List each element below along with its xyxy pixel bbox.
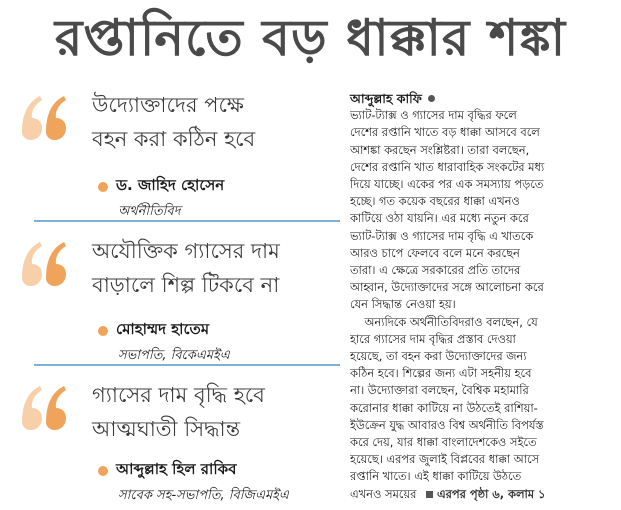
quote-attribution <box>98 174 338 223</box>
continued-jump[interactable] <box>420 487 545 501</box>
article-line: কাটিয়ে ওঠা যায়নি। এর মধ্যে নতুন করে <box>350 211 529 226</box>
article-line: হচ্ছে। গত কয়েক বছরের ধাক্কা এখনও <box>350 194 520 209</box>
quote-text <box>92 378 336 446</box>
article-line: আশঙ্কা করছেন সংশ্লিষ্টরা। তারা বলছেন, <box>350 142 530 157</box>
article-line: ইউক্রেন যুদ্ধ আবারও বিশ্ব অর্থনীতি বিপর্যস্ত <box>350 417 544 432</box>
quotes-column <box>14 88 336 504</box>
quote-line: উদ্যোক্তাদের পক্ষে <box>92 93 244 117</box>
article-line: হয়েছে, তা বহন করা উদ্যোক্তাদের জন্য <box>350 349 527 364</box>
speaker-title: অর্থনীতিবিদ <box>118 204 181 219</box>
quote-attribution <box>98 318 338 367</box>
quote-text <box>92 234 336 302</box>
quote-text <box>92 88 336 156</box>
article-line: দিয়ে যাচ্ছে। একের পর এক সমস্যায় পড়তে <box>350 177 544 192</box>
article-line: ভ্যাট-ট্যাক্স ও গ্যাসের দাম বৃদ্ধি এ খাতকে <box>350 228 534 243</box>
bullet-dot-icon <box>98 326 108 336</box>
quote-line: অযৌক্তিক গ্যাসের দাম <box>92 239 280 263</box>
bullet-dot-icon <box>98 466 108 476</box>
divider <box>34 220 340 222</box>
quote-mark-icon <box>16 238 72 290</box>
quote-line: গ্যাসের দাম বৃদ্ধি হবে <box>92 383 265 407</box>
article-line: আরও চাপে ফেলবে বলে মনে করছেন <box>350 245 520 260</box>
quote-mark-icon <box>16 382 72 434</box>
speaker-title: সাবেক সহ-সভাপতি, বিজিএমইএ <box>118 488 289 503</box>
bullet-dot-icon <box>428 95 435 102</box>
square-bullet-icon <box>426 491 433 498</box>
article-line: তারা। এ ক্ষেত্রে সরকারের প্রতি তাদের <box>350 263 521 278</box>
quote-line: বহন করা কঠিন হবে <box>92 127 256 151</box>
speaker-title: সভাপতি, বিকেএমইএ <box>118 348 230 363</box>
article-last-line <box>350 486 610 503</box>
headline: রপ্তানিতে বড় ধাক্কার শঙ্কা <box>54 8 567 67</box>
article-line: রপ্তানি খাতে। এই ধাক্কা কাটিয়ে উঠতে <box>350 469 522 484</box>
article-column <box>350 90 610 502</box>
article-line: ভ্যাট-ট্যাক্স ও গ্যাসের দাম বৃদ্ধির ফলে <box>350 108 517 123</box>
article-line: দেশের রপ্তানি খাতে বড় ধাক্কা আসবে বলে <box>350 125 540 140</box>
quote-line: আত্মঘাতী সিদ্ধান্ত <box>92 417 241 441</box>
article-body <box>350 107 610 485</box>
article-line: করে দেয়, যার ধাক্কা বাংলাদেশকেও সইতে <box>350 435 537 450</box>
divider <box>34 364 340 366</box>
speaker-name: ড. জাহিদ হোসেন <box>116 176 225 194</box>
byline-name: আব্দুল্লাহ কাফি <box>350 91 422 106</box>
article-line: এখনও সময়ের <box>350 486 417 501</box>
article-line: অন্যদিকে অর্থনীতিবিদরাও বলছেন, যে <box>350 314 538 329</box>
speaker-name: মোহাম্মদ হাতেম <box>116 320 210 338</box>
speaker-name: আব্দুল্লাহ হিল রাকিব <box>116 460 237 478</box>
article-line: যেন সিদ্ধান্ত নেওয়া হয়। <box>350 297 456 312</box>
article-line: হারে গ্যাসের দাম বৃদ্ধির প্রস্তাব দেওয়া <box>350 331 516 346</box>
article-line: আহ্বান, উদ্যোক্তাদের সঙ্গে আলোচনা করে <box>350 280 544 295</box>
quote-mark-icon <box>16 92 72 144</box>
article-line: না। উদ্যোক্তারা বলছেন, বৈশ্বিক মহামারি <box>350 383 529 398</box>
quote-attribution <box>98 458 338 507</box>
article-line: কঠিন হবে। শিল্পের জন্য এটা সহনীয় হবে <box>350 366 532 381</box>
byline <box>350 90 610 107</box>
article-line: হয়েছে। এরপর জুলাই বিপ্লবের ধাক্কা আসে <box>350 452 540 467</box>
bullet-dot-icon <box>98 182 108 192</box>
jump-text: এরপর পৃষ্ঠা ৬, কলাম ১ <box>436 486 546 501</box>
article-line: দেশের রপ্তানি খাত ধারাবাহিক সংকটের মধ্য <box>350 159 545 174</box>
quote-line: বাড়ালে শিল্প টিকবে না <box>92 273 280 297</box>
article-line: করোনার ধাক্কা কাটিয়ে না উঠতেই রাশিয়া- <box>350 400 538 415</box>
